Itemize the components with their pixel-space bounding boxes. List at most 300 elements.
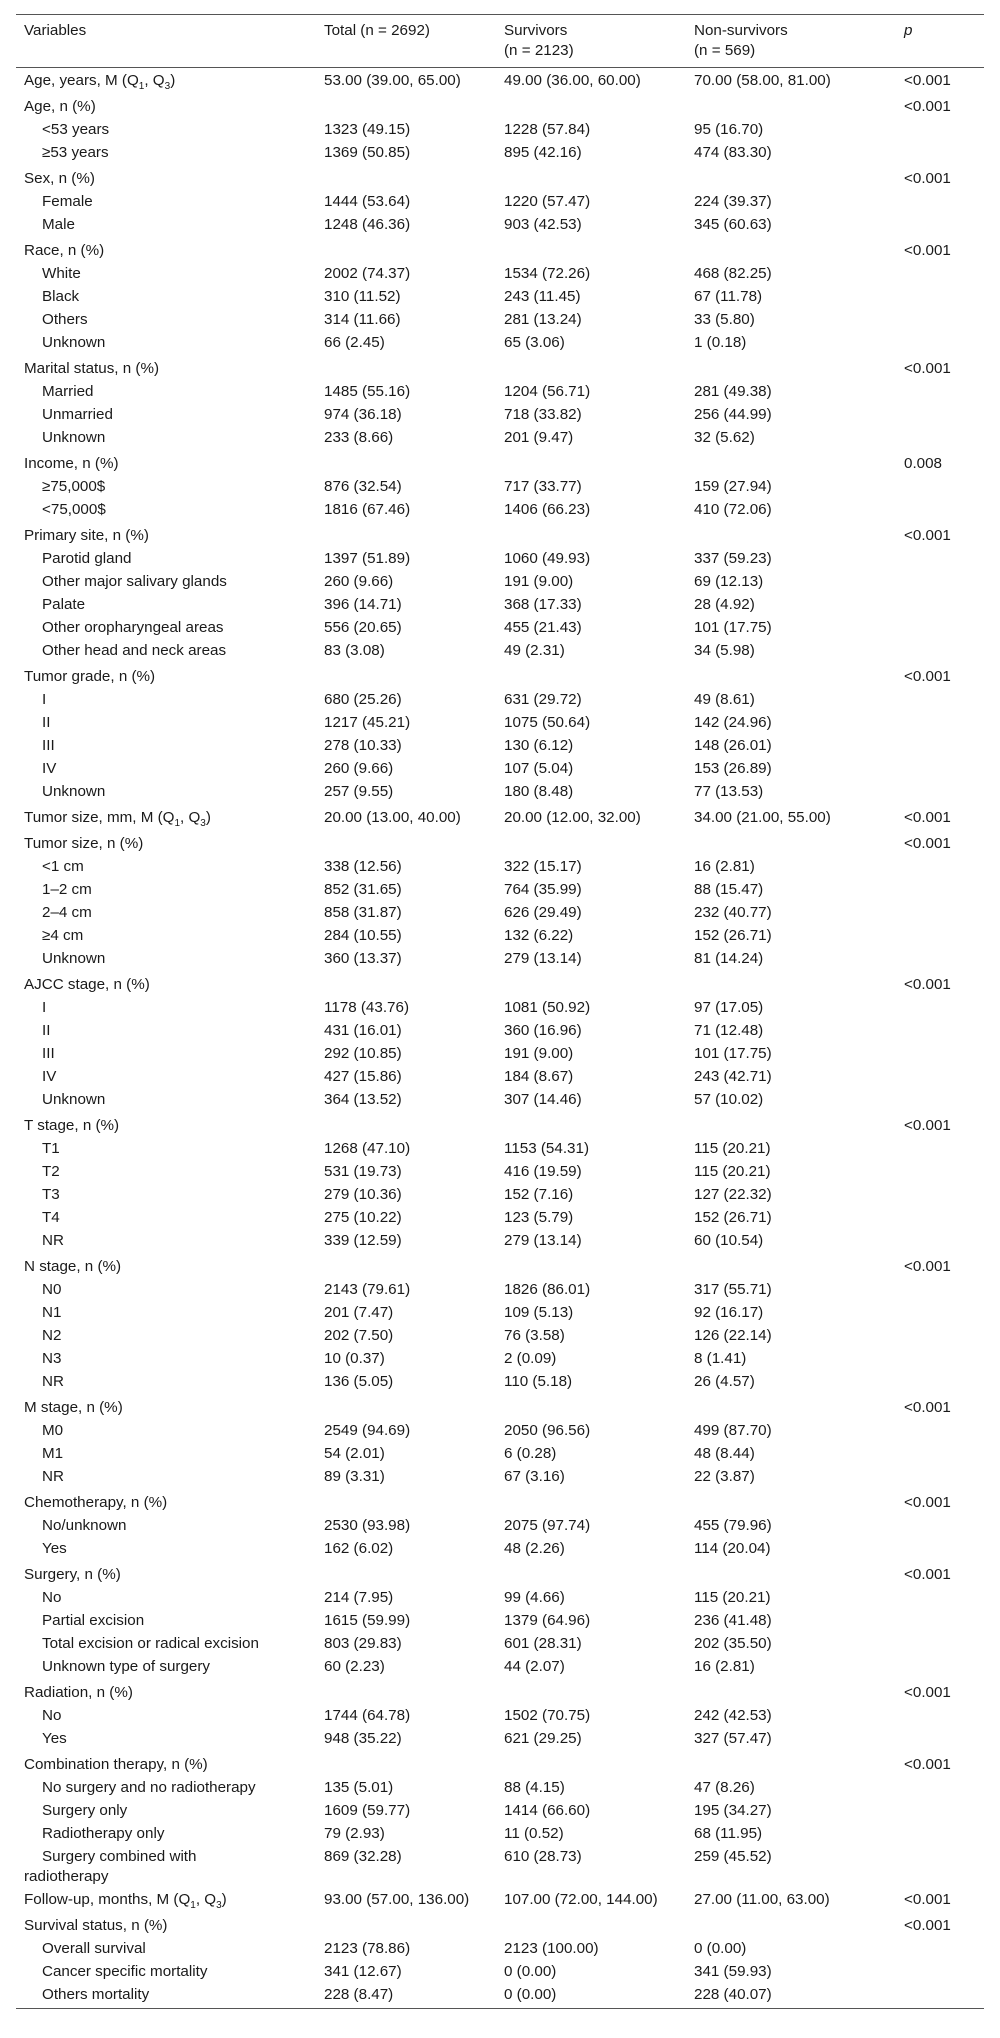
table-row — [16, 572, 984, 595]
variable-cell — [16, 477, 316, 500]
total-cell: 54 (2.01) — [324, 1445, 385, 1462]
p-value-cell: <0.001 — [904, 170, 951, 187]
table-row — [16, 1611, 984, 1634]
non-survivors-cell: 236 (41.48) — [694, 1612, 772, 1629]
non-survivors-cell: 410 (72.06) — [694, 501, 772, 518]
total-cell: 228 (8.47) — [324, 1986, 394, 2003]
non-survivors-cell: 8 (1.41) — [694, 1350, 747, 1367]
table-section-row — [16, 1887, 984, 1913]
header-row — [16, 15, 984, 68]
variable-label: II — [42, 1022, 51, 1039]
survivors-cell: 764 (35.99) — [504, 881, 582, 898]
non-survivors-cell: 57 (10.02) — [694, 1091, 764, 1108]
non-survivors-cell: 67 (11.78) — [694, 288, 763, 305]
quartile-subscript: 1 — [190, 1900, 196, 1912]
p-value-cell — [896, 713, 984, 736]
quartile-subscript: 3 — [200, 818, 206, 830]
non-survivors-cell: 69 (12.13) — [694, 573, 764, 590]
p-value-cell: <0.001 — [904, 527, 951, 544]
p-value-cell: <0.001 — [904, 1684, 951, 1701]
total-cell: 876 (32.54) — [324, 478, 402, 495]
variable-cell — [16, 310, 316, 333]
non-survivors-cell: 327 (57.47) — [694, 1730, 772, 1747]
table-row — [16, 926, 984, 949]
total-cell: 2143 (79.61) — [324, 1281, 411, 1298]
survivors-cell — [496, 1913, 686, 1939]
variable-cell — [16, 405, 316, 428]
table-section-row — [16, 972, 984, 998]
survivors-cell — [496, 1254, 686, 1280]
table-row — [16, 120, 984, 143]
table-section-row — [16, 664, 984, 690]
p-value-cell — [896, 903, 984, 926]
table-section-row — [16, 1680, 984, 1706]
total-cell: 364 (13.52) — [324, 1091, 402, 1108]
survivors-cell — [496, 1113, 686, 1139]
survivors-cell: 191 (9.00) — [504, 573, 574, 590]
table-section-row — [16, 831, 984, 857]
non-survivors-cell: 474 (83.30) — [694, 144, 772, 161]
header-survivors-n: (n = 2123) — [504, 42, 574, 59]
table-row — [16, 1444, 984, 1467]
non-survivors-cell: 242 (42.53) — [694, 1707, 772, 1724]
variable-cell — [16, 1162, 316, 1185]
variable-label: Other major salivary glands — [42, 573, 227, 590]
variable-label: Unknown — [42, 429, 106, 446]
p-value-cell — [896, 1634, 984, 1657]
p-value-cell — [896, 264, 984, 287]
table-section-row — [16, 1752, 984, 1778]
p-value-cell — [896, 782, 984, 805]
non-survivors-cell: 97 (17.05) — [694, 999, 764, 1016]
variable-label: T1 — [42, 1140, 60, 1157]
total-cell: 338 (12.56) — [324, 858, 402, 875]
variable-label: <53 years — [42, 121, 110, 138]
header-variables: Variables — [24, 22, 87, 39]
variable-label-part: ) — [170, 72, 176, 89]
variable-label: Surgery only — [42, 1802, 128, 1819]
variable-cell — [16, 1372, 316, 1395]
p-value-cell — [896, 1139, 984, 1162]
p-value-cell — [896, 215, 984, 238]
non-survivors-cell: 68 (11.95) — [694, 1825, 763, 1842]
total-cell: 53.00 (39.00, 65.00) — [324, 72, 461, 89]
table-row — [16, 1939, 984, 1962]
survivors-cell: 201 (9.47) — [504, 429, 574, 446]
total-cell: 2549 (94.69) — [324, 1422, 411, 1439]
survivors-cell: 109 (5.13) — [504, 1304, 574, 1321]
baseline-characteristics-table — [16, 14, 984, 2009]
p-value-cell — [896, 690, 984, 713]
variable-label: NR — [42, 1232, 64, 1249]
table-row — [16, 1634, 984, 1657]
table-row — [16, 310, 984, 333]
table-row — [16, 549, 984, 572]
variable-cell — [16, 287, 316, 310]
variable-cell — [16, 759, 316, 782]
variable-cell — [16, 94, 316, 120]
variable-label: Parotid gland — [42, 550, 132, 567]
survivors-cell: 360 (16.96) — [504, 1022, 582, 1039]
variable-cell — [16, 1280, 316, 1303]
table-row — [16, 1021, 984, 1044]
p-value-cell — [896, 1516, 984, 1539]
variable-cell — [16, 523, 316, 549]
total-cell: 66 (2.45) — [324, 334, 385, 351]
table-row — [16, 1231, 984, 1254]
survivors-cell — [496, 356, 686, 382]
variable-label: II — [42, 714, 51, 731]
quartile-subscript: 3 — [164, 81, 171, 93]
survivors-cell: 65 (3.06) — [504, 334, 565, 351]
survivors-cell: 107.00 (72.00, 144.00) — [504, 1891, 658, 1908]
survivors-cell: 2075 (97.74) — [504, 1517, 591, 1534]
variable-label: N2 — [42, 1327, 62, 1344]
header-survivors-label: Survivors — [504, 22, 568, 39]
survivors-cell: 610 (28.73) — [504, 1848, 582, 1865]
variable-label: Partial excision — [42, 1612, 145, 1629]
non-survivors-cell — [686, 166, 896, 192]
survivors-cell — [496, 238, 686, 264]
table-section-row — [16, 1395, 984, 1421]
variable-label: N1 — [42, 1304, 62, 1321]
p-value-cell — [896, 1657, 984, 1680]
variable-label: Chemotherapy, n (%) — [24, 1494, 168, 1511]
variable-cell — [16, 857, 316, 880]
non-survivors-cell: 337 (59.23) — [694, 550, 772, 567]
total-cell: 1248 (46.36) — [324, 216, 411, 233]
non-survivors-cell: 34 (5.98) — [694, 642, 755, 659]
survivors-cell: 416 (19.59) — [504, 1163, 582, 1180]
table-row — [16, 1044, 984, 1067]
total-cell: 680 (25.26) — [324, 691, 402, 708]
table-row — [16, 192, 984, 215]
variable-cell — [16, 1185, 316, 1208]
total-cell: 360 (13.37) — [324, 950, 402, 967]
variable-cell — [16, 1611, 316, 1634]
p-value-cell: <0.001 — [904, 1494, 951, 1511]
survivors-cell: 1826 (86.01) — [504, 1281, 591, 1298]
non-survivors-cell — [686, 1913, 896, 1939]
non-survivors-cell: 259 (45.52) — [694, 1848, 772, 1865]
p-value-cell — [896, 120, 984, 143]
variable-cell — [16, 382, 316, 405]
total-cell: 83 (3.08) — [324, 642, 385, 659]
total-cell — [316, 94, 496, 120]
survivors-cell: 1379 (64.96) — [504, 1612, 591, 1629]
variable-cell — [16, 1752, 316, 1778]
total-cell — [316, 166, 496, 192]
survivors-cell: 123 (5.79) — [504, 1209, 574, 1226]
variable-label: I — [42, 691, 47, 708]
variable-cell — [16, 264, 316, 287]
table-row — [16, 1467, 984, 1490]
variable-label: Income, n (%) — [24, 455, 119, 472]
survivors-cell: 2123 (100.00) — [504, 1940, 599, 1957]
variable-cell — [16, 1824, 316, 1847]
variable-cell — [16, 998, 316, 1021]
survivors-cell: 0 (0.00) — [504, 1986, 557, 2003]
total-cell — [316, 1254, 496, 1280]
survivors-cell: 455 (21.43) — [504, 619, 582, 636]
variable-label: N3 — [42, 1350, 62, 1367]
table-row — [16, 782, 984, 805]
p-value-cell: <0.001 — [904, 98, 951, 115]
survivors-cell: 1502 (70.75) — [504, 1707, 591, 1724]
survivors-cell: 243 (11.45) — [504, 288, 581, 305]
non-survivors-cell: 1 (0.18) — [694, 334, 747, 351]
p-value-cell — [896, 1067, 984, 1090]
variable-label: AJCC stage, n (%) — [24, 976, 150, 993]
survivors-cell — [496, 94, 686, 120]
variable-cell — [16, 1562, 316, 1588]
non-survivors-cell: 101 (17.75) — [694, 619, 772, 636]
variable-cell — [16, 664, 316, 690]
variable-cell — [16, 1729, 316, 1752]
variable-label: T4 — [42, 1209, 60, 1226]
variable-cell — [16, 572, 316, 595]
variable-cell — [16, 451, 316, 477]
survivors-cell: 180 (8.48) — [504, 783, 574, 800]
p-value-cell — [896, 1231, 984, 1254]
survivors-cell: 601 (28.31) — [504, 1635, 582, 1652]
total-cell: 275 (10.22) — [324, 1209, 402, 1226]
variable-cell — [16, 1113, 316, 1139]
non-survivors-cell — [686, 1490, 896, 1516]
header-non-survivors — [686, 15, 896, 68]
variable-cell — [16, 641, 316, 664]
table-row — [16, 1588, 984, 1611]
total-cell: 162 (6.02) — [324, 1540, 394, 1557]
variable-label: Follow-up, months, M (Q — [24, 1891, 191, 1908]
p-value-cell — [896, 310, 984, 333]
variable-label: White — [42, 265, 81, 282]
table-row — [16, 1539, 984, 1562]
p-value-cell — [896, 1372, 984, 1395]
p-value-cell — [896, 1801, 984, 1824]
variable-cell — [16, 1395, 316, 1421]
p-value-cell — [896, 1824, 984, 1847]
variable-cell — [16, 500, 316, 523]
variable-cell — [16, 192, 316, 215]
survivors-cell — [496, 451, 686, 477]
variable-label: No/unknown — [42, 1517, 127, 1534]
p-value-cell — [896, 1303, 984, 1326]
survivors-cell — [496, 523, 686, 549]
survivors-cell: 1075 (50.64) — [504, 714, 591, 731]
non-survivors-cell: 153 (26.89) — [694, 760, 772, 777]
p-value-cell — [896, 500, 984, 523]
variable-label-part: , Q — [180, 809, 201, 826]
table-row — [16, 1706, 984, 1729]
non-survivors-cell — [686, 238, 896, 264]
p-value-cell — [896, 1444, 984, 1467]
total-cell — [316, 1113, 496, 1139]
variable-cell — [16, 926, 316, 949]
table-row — [16, 1801, 984, 1824]
variable-label: N stage, n (%) — [24, 1258, 122, 1275]
variable-label: ≥53 years — [42, 144, 109, 161]
total-cell: 427 (15.86) — [324, 1068, 402, 1085]
p-value-cell — [896, 1021, 984, 1044]
variable-cell — [16, 1254, 316, 1280]
survivors-cell: 0 (0.00) — [504, 1963, 557, 1980]
non-survivors-cell: 152 (26.71) — [694, 1209, 772, 1226]
table-row — [16, 1185, 984, 1208]
variable-cell — [16, 68, 316, 95]
survivors-cell: 279 (13.14) — [504, 950, 582, 967]
total-cell: 396 (14.71) — [324, 596, 402, 613]
non-survivors-cell: 115 (20.21) — [694, 1589, 771, 1606]
non-survivors-cell: 159 (27.94) — [694, 478, 772, 495]
variable-label: Radiation, n (%) — [24, 1684, 133, 1701]
variable-cell — [16, 1887, 316, 1913]
p-value-cell — [896, 641, 984, 664]
total-cell: 60 (2.23) — [324, 1658, 385, 1675]
p-value-cell: 0.008 — [904, 455, 943, 472]
p-value-cell — [896, 1349, 984, 1372]
total-cell: 869 (32.28) — [324, 1848, 402, 1865]
variable-cell — [16, 903, 316, 926]
non-survivors-cell: 77 (13.53) — [694, 783, 764, 800]
p-value-cell — [896, 1962, 984, 1985]
variable-label: Unknown — [42, 1091, 106, 1108]
table-section-row — [16, 238, 984, 264]
total-cell — [316, 831, 496, 857]
non-survivors-cell — [686, 94, 896, 120]
p-value-cell: <0.001 — [904, 1399, 951, 1416]
table-section-row — [16, 1113, 984, 1139]
non-survivors-cell: 26 (4.57) — [694, 1373, 755, 1390]
total-cell: 2002 (74.37) — [324, 265, 411, 282]
non-survivors-cell: 148 (26.01) — [694, 737, 772, 754]
p-value-cell — [896, 998, 984, 1021]
p-value-cell — [896, 1729, 984, 1752]
non-survivors-cell: 47 (8.26) — [694, 1779, 755, 1796]
survivors-cell: 49 (2.31) — [504, 642, 565, 659]
p-value-cell — [896, 477, 984, 500]
survivors-cell: 1414 (66.60) — [504, 1802, 591, 1819]
variable-cell — [16, 1067, 316, 1090]
table-row — [16, 1372, 984, 1395]
total-cell: 431 (16.01) — [324, 1022, 402, 1039]
survivors-cell: 1081 (50.92) — [504, 999, 591, 1016]
survivors-cell: 88 (4.15) — [504, 1779, 565, 1796]
total-cell: 292 (10.85) — [324, 1045, 402, 1062]
variable-cell — [16, 831, 316, 857]
variable-cell — [16, 713, 316, 736]
total-cell: 1609 (59.77) — [324, 1802, 411, 1819]
total-cell: 202 (7.50) — [324, 1327, 394, 1344]
survivors-cell: 6 (0.28) — [504, 1445, 557, 1462]
total-cell: 214 (7.95) — [324, 1589, 394, 1606]
variable-label: NR — [42, 1373, 64, 1390]
variable-label: M1 — [42, 1445, 64, 1462]
survivors-cell: 2050 (96.56) — [504, 1422, 591, 1439]
non-survivors-cell: 228 (40.07) — [694, 1986, 772, 2003]
total-cell — [316, 356, 496, 382]
p-value-cell — [896, 736, 984, 759]
total-cell: 531 (19.73) — [324, 1163, 402, 1180]
non-survivors-cell: 224 (39.37) — [694, 193, 772, 210]
total-cell: 1397 (51.89) — [324, 550, 411, 567]
p-value-cell — [896, 549, 984, 572]
variable-cell — [16, 428, 316, 451]
non-survivors-cell: 34.00 (21.00, 55.00) — [694, 809, 831, 826]
variable-cell — [16, 1467, 316, 1490]
variable-label: Tumor grade, n (%) — [24, 668, 156, 685]
variable-label: <75,000$ — [42, 501, 106, 518]
p-value-cell — [896, 333, 984, 356]
non-survivors-cell — [686, 356, 896, 382]
total-cell: 974 (36.18) — [324, 406, 402, 423]
non-survivors-cell: 152 (26.71) — [694, 927, 772, 944]
table-row — [16, 405, 984, 428]
non-survivors-cell: 232 (40.77) — [694, 904, 772, 921]
table-row — [16, 641, 984, 664]
survivors-cell: 1220 (57.47) — [504, 193, 591, 210]
survivors-cell: 110 (5.18) — [504, 1373, 573, 1390]
variable-cell — [16, 595, 316, 618]
non-survivors-cell: 115 (20.21) — [694, 1140, 771, 1157]
table-section-row — [16, 805, 984, 831]
variable-cell — [16, 1939, 316, 1962]
p-value-cell: <0.001 — [904, 242, 951, 259]
p-value-cell — [896, 1044, 984, 1067]
non-survivors-cell: 95 (16.70) — [694, 121, 764, 138]
variable-label: T2 — [42, 1163, 60, 1180]
p-value-cell — [896, 428, 984, 451]
variable-label: Unmarried — [42, 406, 113, 423]
table-row — [16, 1067, 984, 1090]
variable-label: III — [42, 1045, 55, 1062]
variable-cell — [16, 1985, 316, 2009]
total-cell — [316, 523, 496, 549]
variable-label: Unknown — [42, 783, 106, 800]
table-row — [16, 1162, 984, 1185]
non-survivors-cell: 32 (5.62) — [694, 429, 755, 446]
p-value-cell: <0.001 — [904, 835, 951, 852]
total-cell: 1744 (64.78) — [324, 1707, 411, 1724]
survivors-cell: 631 (29.72) — [504, 691, 582, 708]
table-row — [16, 500, 984, 523]
table-row — [16, 477, 984, 500]
p-value-cell — [896, 287, 984, 310]
non-survivors-cell: 142 (24.96) — [694, 714, 772, 731]
p-value-cell — [896, 1421, 984, 1444]
non-survivors-cell — [686, 1113, 896, 1139]
p-value-cell: <0.001 — [904, 1258, 951, 1275]
header-p-value: p — [904, 22, 913, 39]
non-survivors-cell — [686, 1254, 896, 1280]
non-survivors-cell: 81 (14.24) — [694, 950, 764, 967]
survivors-cell: 1153 (54.31) — [504, 1140, 589, 1157]
p-value-cell — [896, 1706, 984, 1729]
variable-label: ≥4 cm — [42, 927, 84, 944]
non-survivors-cell — [686, 972, 896, 998]
p-value-cell — [896, 949, 984, 972]
p-value-cell — [896, 880, 984, 903]
variable-cell — [16, 1349, 316, 1372]
table-row — [16, 1824, 984, 1847]
table-row — [16, 1962, 984, 1985]
variable-label: No — [42, 1589, 62, 1606]
non-survivors-cell: 48 (8.44) — [694, 1445, 755, 1462]
total-cell: 310 (11.52) — [324, 288, 401, 305]
variable-label: I — [42, 999, 47, 1016]
variable-cell — [16, 1778, 316, 1801]
variable-cell — [16, 1634, 316, 1657]
